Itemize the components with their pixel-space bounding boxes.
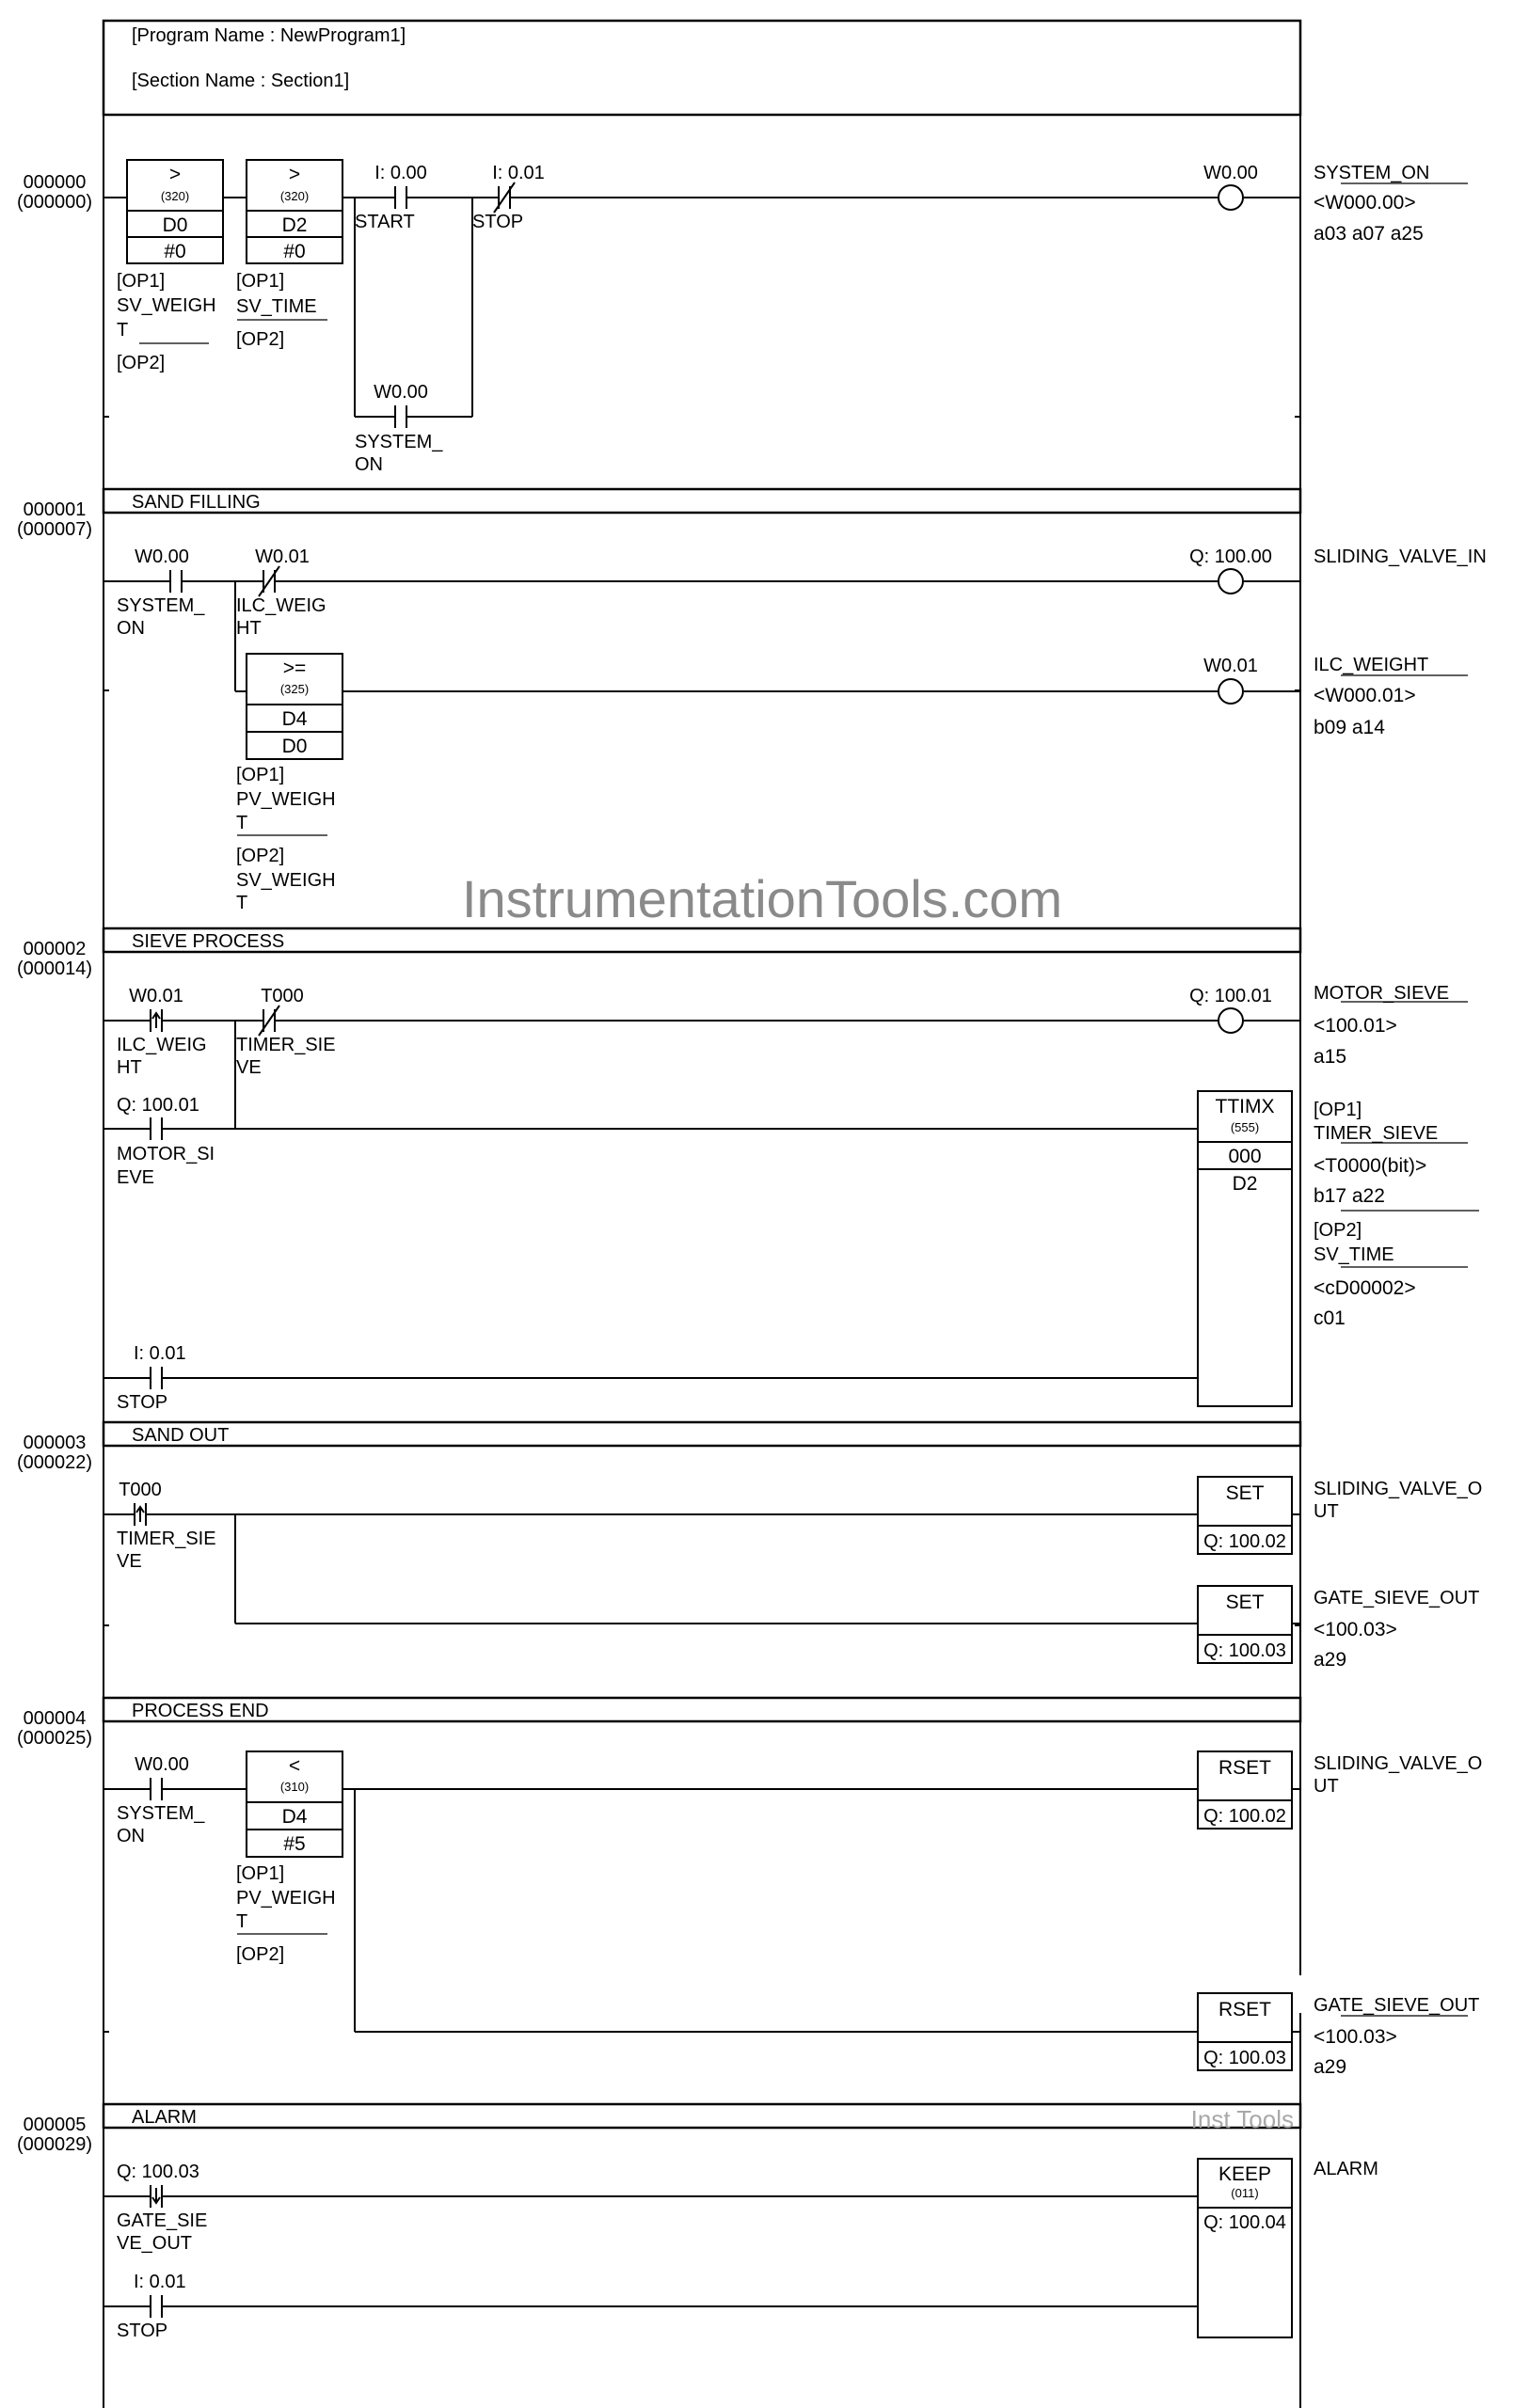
operand-label: [OP2]	[1314, 1220, 1362, 1241]
contact-symbol: GATE_SIE	[117, 2210, 208, 2231]
compare-code: (320)	[279, 189, 310, 203]
program-name: [Program Name : NewProgram1]	[132, 25, 406, 46]
coil-sliding-valve-in	[1218, 569, 1243, 594]
output-symbol: GATE_SIEVE_OUT	[1314, 1995, 1480, 2016]
contact-address: I: 0.01	[134, 1343, 186, 1364]
operand-label: [OP1]	[1314, 1100, 1362, 1120]
section-bar-process-end	[104, 1698, 1300, 1721]
coil-cross-reference: b09 a14	[1314, 717, 1385, 738]
coil-address: W0.00	[1203, 163, 1258, 183]
contact-system-on-seal	[395, 405, 406, 428]
operand-label: [OP2]	[236, 846, 285, 866]
contact-symbol: STOP	[472, 212, 524, 232]
rset-operand: Q: 100.03	[1203, 2048, 1286, 2068]
contact-stop-alarm	[151, 2295, 162, 2318]
timer-code: (555)	[1230, 1120, 1260, 1134]
operand-cross-reference: c01	[1314, 1307, 1346, 1329]
contact-symbol: HT	[236, 618, 262, 639]
contact-symbol: MOTOR_SI	[117, 1144, 215, 1164]
coil-system-on	[1218, 185, 1243, 210]
output-cross-reference: a29	[1314, 1649, 1347, 1671]
compare-operand: #0	[283, 241, 306, 262]
coil-motor-sieve	[1218, 1008, 1243, 1033]
set-instruction: SET	[1225, 1592, 1265, 1613]
contact-symbol: SYSTEM_	[355, 432, 443, 452]
contact-address: W0.01	[129, 986, 183, 1006]
compare-op: >=	[282, 657, 307, 679]
operand-label: [OP2]	[236, 1944, 285, 1965]
coil-symbol: ILC_WEIGHT	[1314, 655, 1429, 675]
contact-address: W0.00	[135, 547, 189, 567]
rung-5-wiring	[104, 2196, 1198, 2306]
operand-symbol: SV_TIME	[1314, 1244, 1394, 1265]
rung-step: (000007)	[16, 519, 93, 540]
output-symbol: ALARM	[1314, 2159, 1378, 2179]
operand-symbol: PV_WEIGH	[236, 1888, 336, 1909]
contact-ilc-weight-rising	[151, 1009, 162, 1032]
contact-symbol: ON	[117, 1826, 145, 1846]
contact-symbol: ON	[355, 454, 383, 475]
contact-address: T000	[261, 986, 304, 1006]
watermark-small: Inst Tools	[1190, 2105, 1294, 2133]
rung-3-wiring	[104, 1514, 1300, 1624]
contact-symbol: VE	[117, 1551, 142, 1572]
section-title: ALARM	[132, 2107, 197, 2128]
coil-address: Q: 100.01	[1189, 986, 1272, 1006]
coil-symbol: MOTOR_SIEVE	[1314, 983, 1450, 1004]
coil-symbol: SYSTEM_ON	[1314, 163, 1430, 183]
contact-symbol: STOP	[117, 2321, 168, 2341]
section-title: PROCESS END	[132, 1701, 269, 1721]
keep-operand: Q: 100.04	[1203, 2212, 1286, 2233]
contact-motor-sieve	[151, 1117, 162, 1140]
timer-block	[1198, 1091, 1292, 1406]
rung-number: 000003	[23, 1433, 87, 1453]
contact-symbol: ILC_WEIG	[236, 595, 326, 616]
operand-reference: <cD00002>	[1314, 1277, 1416, 1299]
operand-symbol: SV_WEIGH	[117, 295, 216, 316]
contact-symbol: TIMER_SIE	[236, 1035, 336, 1055]
rung-number: 000002	[23, 939, 87, 959]
rung-step: (000014)	[16, 958, 93, 979]
operand-symbol: SV_TIME	[236, 296, 317, 317]
operand-reference: <T0000(bit)>	[1314, 1155, 1427, 1177]
contact-start	[395, 186, 406, 209]
rung-2-wiring	[104, 1021, 1300, 1378]
compare-operand: #5	[283, 1833, 306, 1855]
coil-reference: <100.01>	[1314, 1015, 1397, 1037]
compare-code: (310)	[279, 1780, 310, 1794]
contact-stop	[151, 1367, 162, 1389]
section-title: SAND FILLING	[132, 492, 261, 513]
watermark-main: InstrumentationTools.com	[461, 869, 1063, 928]
contact-symbol: SYSTEM_	[117, 1803, 205, 1824]
output-cross-reference: a29	[1314, 2056, 1347, 2078]
operand-symbol: T	[236, 893, 248, 913]
contact-address: W0.01	[255, 547, 310, 567]
contact-address: W0.00	[374, 382, 428, 403]
contact-symbol: START	[355, 212, 415, 232]
rung-number: 000005	[23, 2115, 87, 2135]
compare-operand: D0	[281, 736, 308, 757]
rset-operand: Q: 100.02	[1203, 1806, 1286, 1827]
section-bar-sand-filling	[104, 489, 1300, 513]
keep-instruction: KEEP	[1218, 2163, 1272, 2185]
coil-cross-reference: a03 a07 a25	[1314, 223, 1424, 245]
output-symbol: SLIDING_VALVE_O	[1314, 1753, 1483, 1774]
keep-code: (011)	[1231, 2186, 1259, 2200]
output-symbol: GATE_SIEVE_OUT	[1314, 1588, 1480, 1608]
compare-operand: D4	[281, 1806, 308, 1828]
contact-address: I: 0.00	[374, 163, 427, 183]
rung-number: 000000	[23, 172, 87, 193]
section-name: [Section Name : Section1]	[132, 71, 350, 91]
contact-address: W0.00	[135, 1754, 189, 1775]
section-bar-alarm	[104, 2104, 1300, 2128]
section-title: SAND OUT	[132, 1425, 230, 1446]
output-symbol: UT	[1314, 1776, 1339, 1797]
contact-symbol: VE_OUT	[117, 2233, 193, 2254]
coil-symbol: SLIDING_VALVE_IN	[1314, 547, 1487, 567]
section-title: SIEVE PROCESS	[132, 931, 285, 952]
compare-op: >	[288, 164, 301, 185]
operand-label: [OP2]	[236, 329, 285, 350]
section-bar-sand-out	[104, 1422, 1300, 1446]
contact-address: I: 0.01	[492, 163, 545, 183]
timer-instruction: TTIMX	[1215, 1096, 1275, 1117]
coil-reference: <W000.00>	[1314, 192, 1416, 214]
rung-step: (000000)	[16, 192, 93, 213]
timer-setpoint: D2	[1232, 1173, 1258, 1195]
contact-address: T000	[119, 1480, 162, 1500]
operand-symbol: T	[117, 320, 129, 341]
set-instruction: SET	[1225, 1482, 1265, 1504]
rset-instruction: RSET	[1218, 1757, 1272, 1779]
output-symbol: SLIDING_VALVE_O	[1314, 1479, 1483, 1499]
contact-symbol: STOP	[117, 1392, 168, 1413]
coil-reference: <W000.01>	[1314, 685, 1416, 706]
operand-symbol: SV_WEIGH	[236, 870, 336, 891]
coil-address: W0.01	[1203, 656, 1258, 676]
contact-timer-sieve-rising	[135, 1503, 146, 1526]
contact-gate-sieve-falling	[151, 2185, 162, 2208]
compare-operand: #0	[164, 241, 186, 262]
contact-symbol: TIMER_SIE	[117, 1529, 216, 1549]
coil-ilc-weight	[1218, 679, 1243, 704]
operand-symbol: T	[236, 1911, 248, 1932]
operand-label: [OP1]	[236, 271, 285, 292]
operand-symbol: PV_WEIGH	[236, 789, 336, 810]
contact-symbol: SYSTEM_	[117, 595, 205, 616]
compare-op: <	[288, 1755, 301, 1777]
operand-symbol: TIMER_SIEVE	[1314, 1123, 1439, 1144]
contact-symbol: VE	[236, 1057, 262, 1078]
operand-symbol: T	[236, 813, 248, 833]
compare-operand: D4	[281, 708, 308, 730]
contact-address: I: 0.01	[134, 2272, 186, 2292]
operand-cross-reference: b17 a22	[1314, 1185, 1385, 1207]
contact-system-on	[170, 570, 182, 593]
operand-label: [OP1]	[236, 1863, 285, 1884]
rung-step: (000029)	[16, 2134, 93, 2155]
rung-step: (000025)	[16, 1728, 93, 1749]
output-reference: <100.03>	[1314, 1619, 1397, 1640]
compare-code: (320)	[160, 189, 190, 203]
compare-code: (325)	[279, 682, 310, 696]
contact-symbol: ON	[117, 618, 145, 639]
coil-cross-reference: a15	[1314, 1046, 1347, 1068]
output-symbol: UT	[1314, 1501, 1339, 1522]
compare-op: >	[168, 164, 182, 185]
operand-label: [OP2]	[117, 353, 166, 373]
rung-step: (000022)	[16, 1452, 93, 1473]
coil-address: Q: 100.00	[1189, 547, 1272, 567]
contact-system-on-pe	[151, 1778, 162, 1800]
rung-number: 000001	[23, 499, 87, 520]
contact-symbol: HT	[117, 1057, 142, 1078]
rung-number: 000004	[23, 1708, 87, 1729]
contact-symbol: ILC_WEIG	[117, 1035, 207, 1055]
compare-operand: D2	[281, 214, 308, 236]
operand-label: [OP1]	[236, 765, 285, 785]
contact-symbol: EVE	[117, 1167, 155, 1188]
contact-address: Q: 100.01	[117, 1095, 199, 1116]
contact-address: Q: 100.03	[117, 2162, 199, 2182]
rset-instruction: RSET	[1218, 1999, 1272, 2020]
timer-number: 000	[1228, 1146, 1262, 1167]
set-operand: Q: 100.03	[1203, 1640, 1286, 1661]
compare-operand: D0	[162, 214, 188, 236]
operand-label: [OP1]	[117, 271, 166, 292]
set-operand: Q: 100.02	[1203, 1531, 1286, 1552]
output-reference: <100.03>	[1314, 2026, 1397, 2048]
